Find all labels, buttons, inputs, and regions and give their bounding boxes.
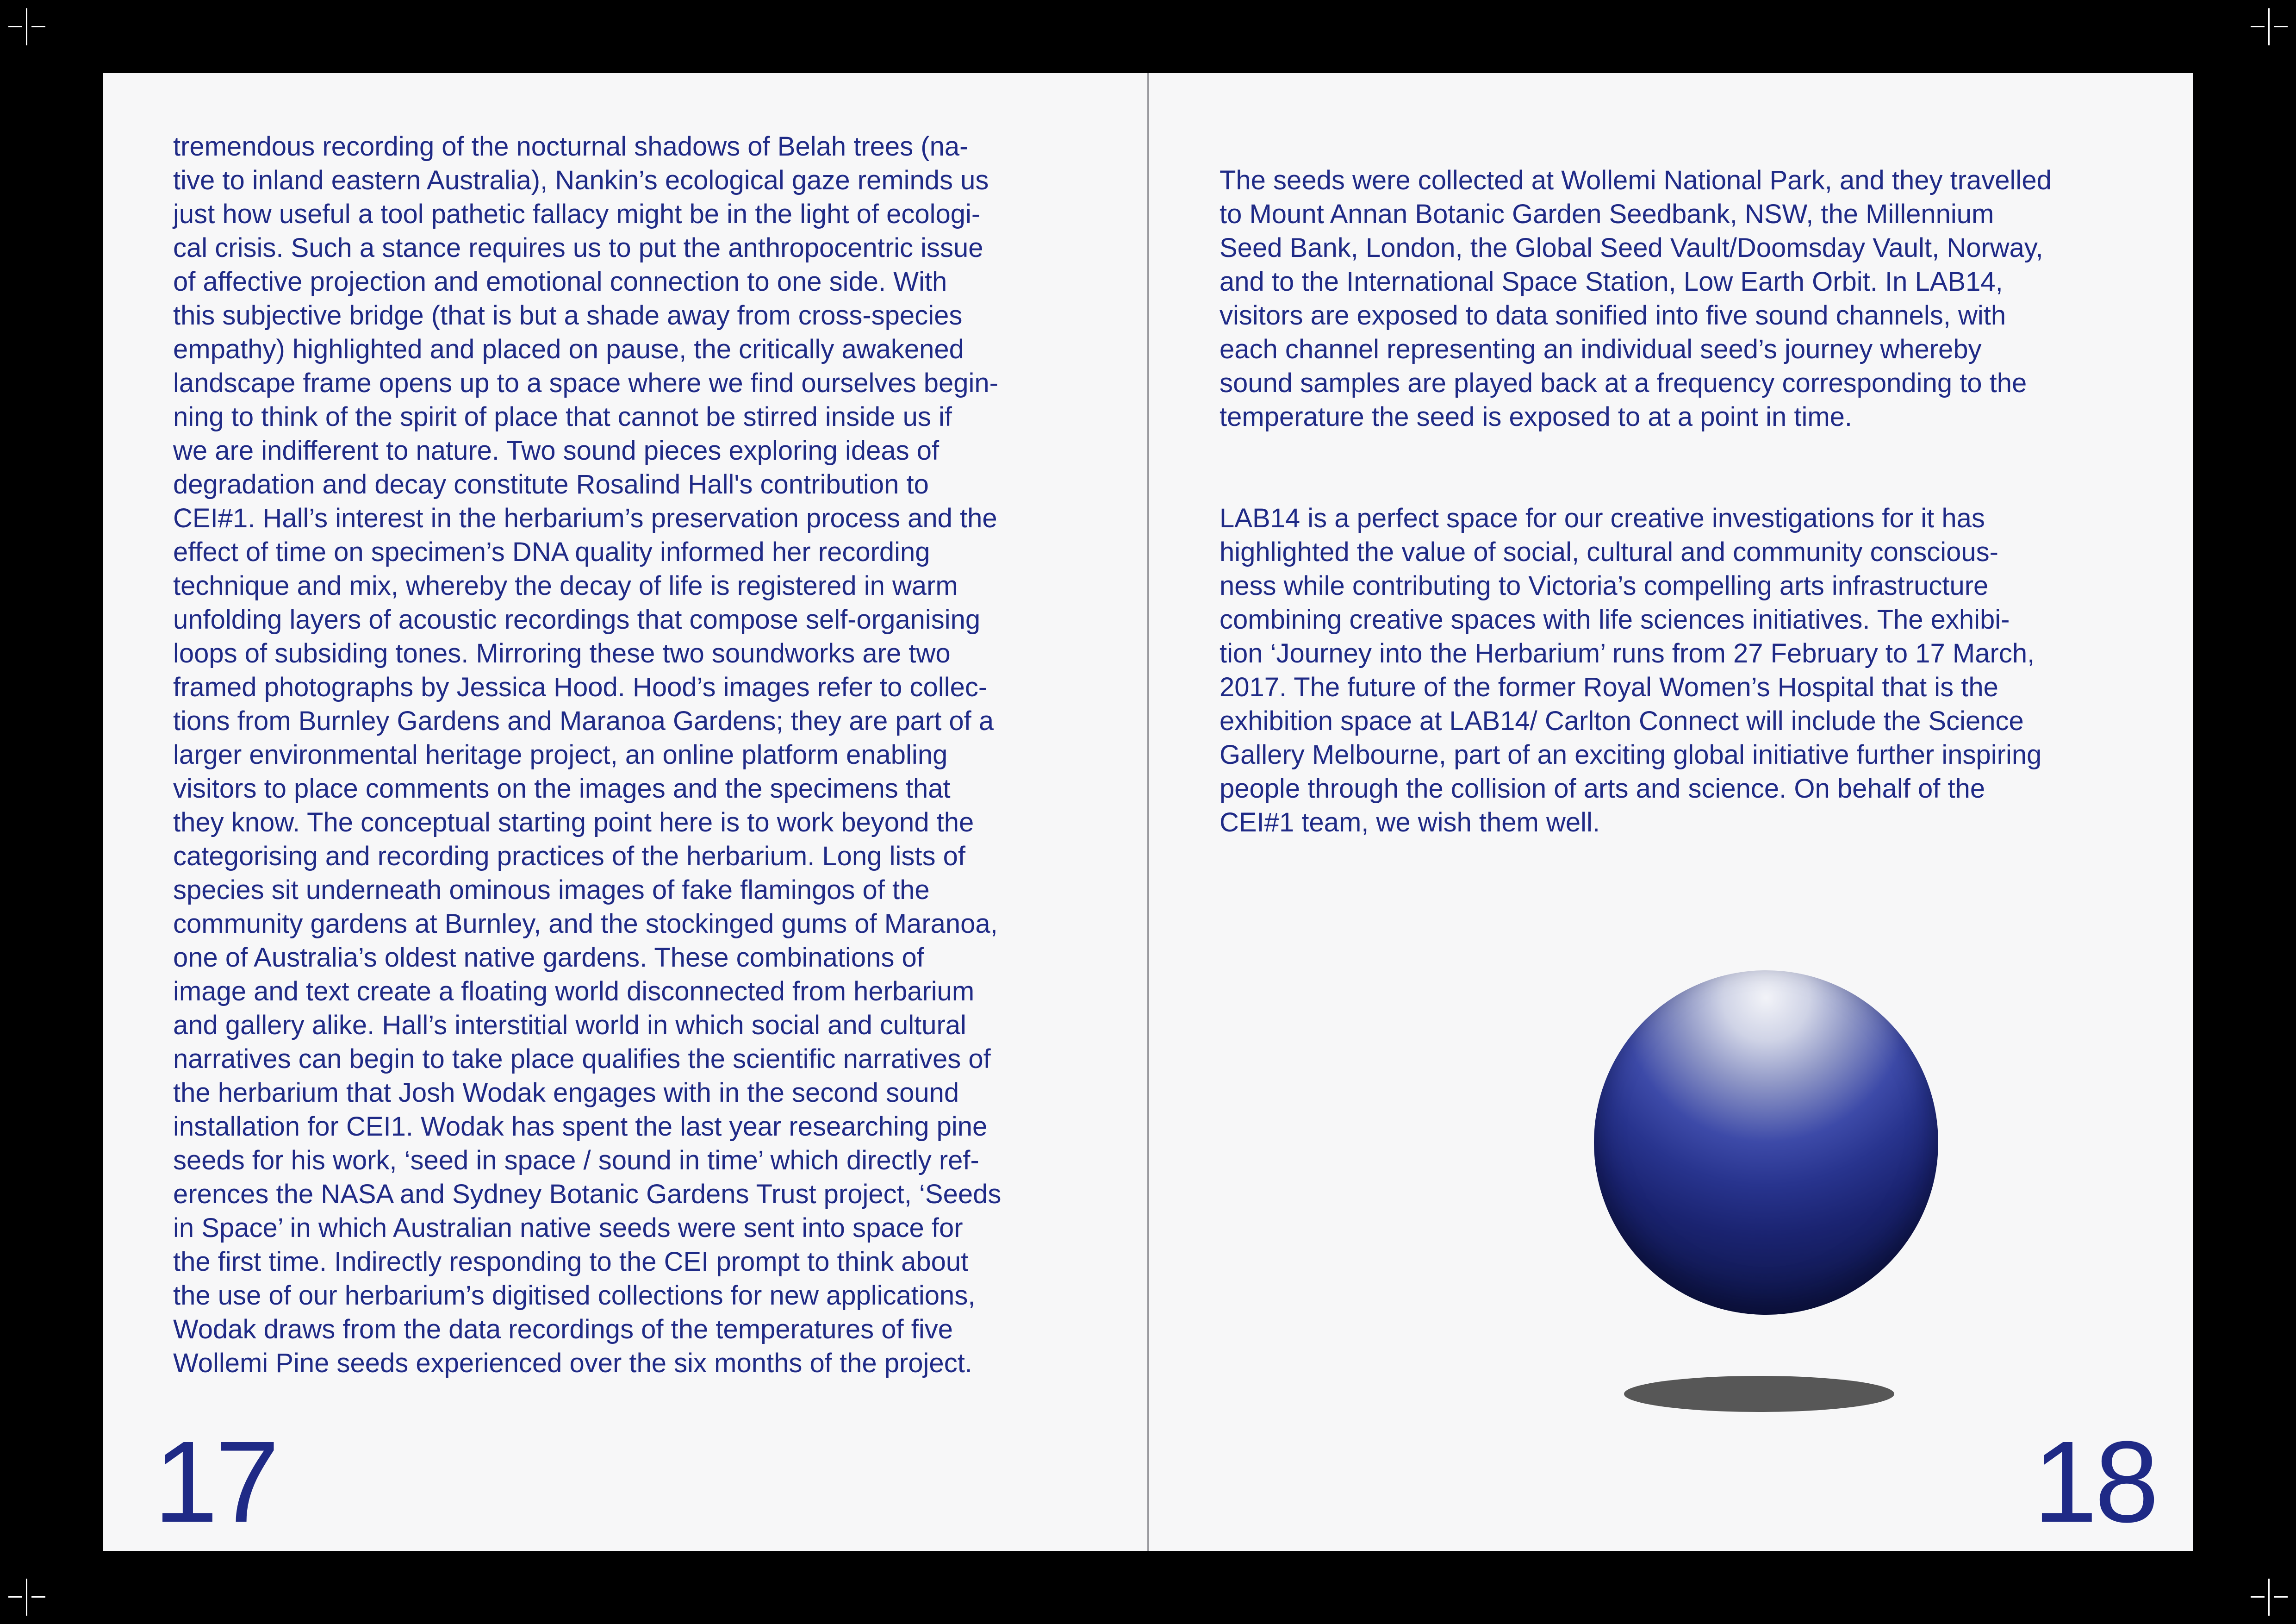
crop-mark-bottom-left xyxy=(8,1579,45,1616)
crop-mark-top-left xyxy=(8,8,45,45)
right-page xyxy=(1149,73,2193,1551)
right-paragraph-2: LAB14 is a perfect space for our creative investigations for it has highlighted the value of social, cultural and community conscious- ness while contributing to Victoria’s compelling arts infrastructure combining creative spaces with life sciences initiatives. The exhibi- tion ‘Journey into the Herbarium’ runs from 27 February to 17 March, 2017. The future of the former Royal Women’s Hospital that is the exhibition space at LAB14/ Carlton Connect will include the Science Gallery Melbourne, part of an exciting global initiative further inspiring people through the collision of arts and science. On behalf of the CEI#1 team, we wish them well. xyxy=(1220,503,2042,837)
book-spread xyxy=(103,73,2193,1551)
left-page-body-text: tremendous recording of the nocturnal shadows of Belah trees (na- tive to inland eastern Australia), Nankin’s ecological gaze reminds us just how useful a tool pathetic fallacy might be in the light of ecologi- cal crisis. Such a stance requires us to put the anthropocentric issue of affective projection and emotional connection to one side. With this subjective bridge (that is but a shade away from cross-species empathy) highlighted and placed on pause, the critically awakened landscape frame opens up to a space where we find ourselves begin- ning to think of the spirit of place that cannot be stirred inside us if we are indifferent to nature. Two sound pieces exploring ideas of degradation and decay constitute Rosalind Hall's contribution to CEI#1. Hall’s interest in the herbarium’s preservation process and the effect of time on specimen’s DNA quality informed her recording technique and mix, whereby the decay of life is registered in warm unfolding layers of acoustic recordings that compose self-organising loops of subsiding tones. Mirroring these two soundworks are two framed photographs by Jessica Hood. Hood’s images refer to collec- tions from Burnley Gardens and Maranoa Gardens; they are part of a larger environmental heritage project, an online platform enabling visitors to place comments on the images and the specimens that they know. The conceptual starting point here is to work beyond the categorising and recording practices of the herbarium. Long lists of species sit underneath ominous images of fake flamingos of the community gardens at Burnley, and the stockinged gums of Maranoa, one of Australia’s oldest native gardens. These combinations of image and text create a floating world disconnected from herbarium and gallery alike. Hall’s interstitial world in which social and cultural narratives can begin to take place qualifies the scientific narratives of the herbarium that Josh Wodak engages with in the second sound installation for CEI1. Wodak has spent the last year researching pine seeds for his work, ‘seed in space / sound in time’ which directly ref- erences the NASA and Sydney Botanic Gardens Trust project, ‘Seeds in Space’ in which Australian native seeds were sent into space for the first time. Indirectly responding to the CEI prompt to think about the use of our herbarium’s digitised collections for new applications, Wodak draws from the data recordings of the temperatures of five Wollemi Pine seeds experienced over the six months of the project. xyxy=(173,131,1002,1378)
crop-mark-bottom-right xyxy=(2251,1579,2288,1616)
sphere-illustration xyxy=(1149,73,2193,1551)
page-number-left: 17 xyxy=(154,1417,277,1546)
left-page xyxy=(103,73,1147,1551)
right-paragraph-1: The seeds were collected at Wollemi National Park, and they travelled to Mount Annan Botanic Garden Seedbank, NSW, the Millennium Seed Bank, London, the Global Seed Vault/Doomsday Vault, Norway, and to the International Space Station, Low Earth Orbit. In LAB14, visitors are exposed to data sonified into five sound channels, with each channel representing an individual seed’s journey whereby sound samples are played back at a frequency corresponding to the temperature the seed is exposed to at a point in time. xyxy=(1220,165,2052,432)
page-number-right: 18 xyxy=(2033,1417,2156,1546)
sphere-shadow xyxy=(1624,1376,1894,1412)
floating-sphere xyxy=(1594,970,1938,1315)
crop-mark-top-right xyxy=(2251,8,2288,45)
